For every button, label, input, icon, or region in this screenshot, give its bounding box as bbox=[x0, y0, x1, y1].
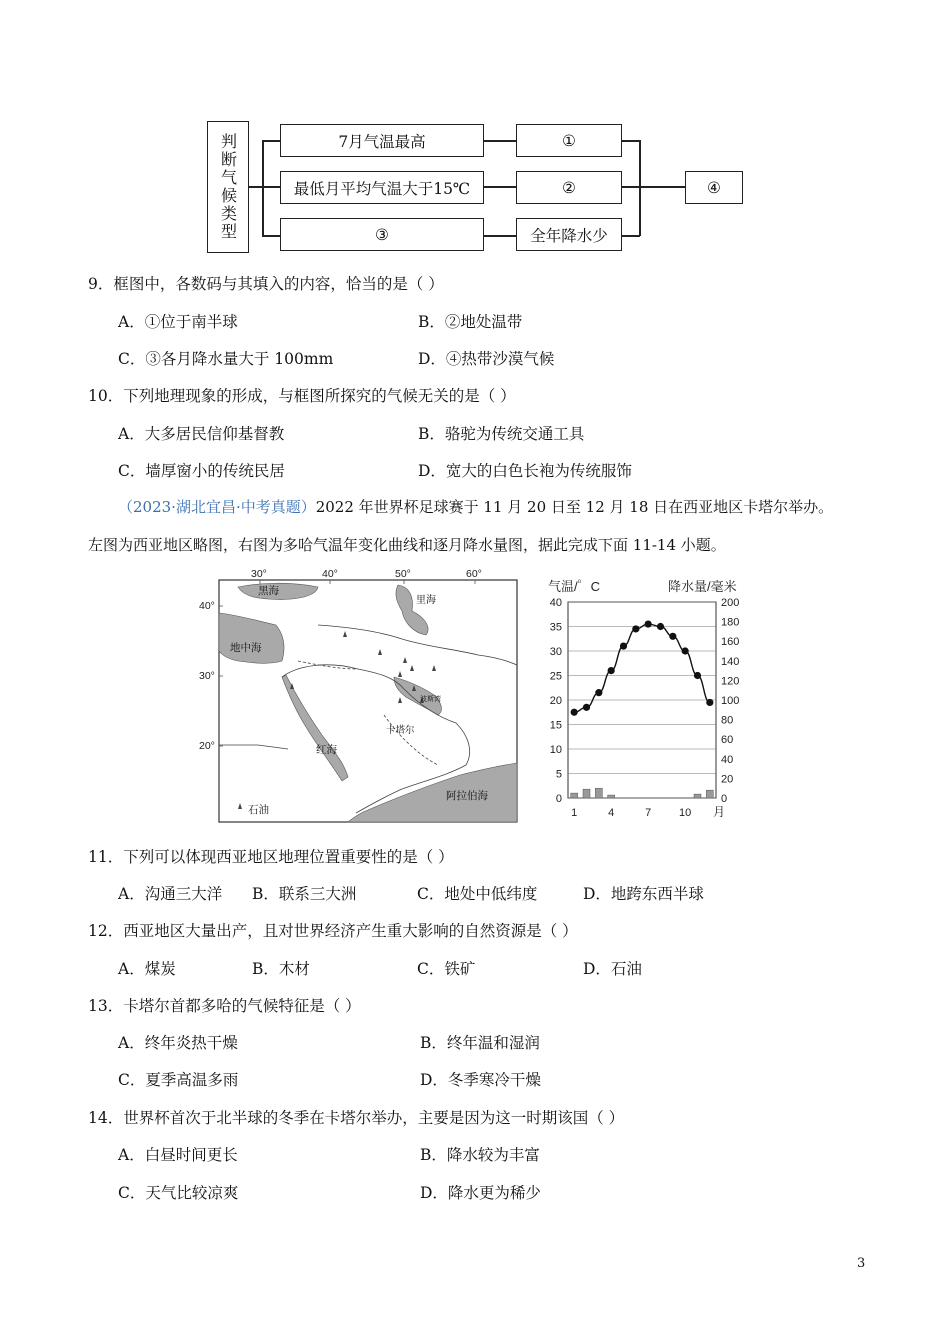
chart-ylabel-right: 降水量/毫米 bbox=[668, 579, 737, 594]
question-12-option-b: B．木材 bbox=[252, 960, 310, 978]
passage-line-1: （2023·湖北宜昌·中考真题）2022 年世界杯足球赛于 11 月 20 日至 12 月 18 日在西亚地区卡塔尔举办。 bbox=[118, 498, 834, 516]
right-tick-label: 160 bbox=[721, 636, 740, 649]
flowchart-box-mid1: ① bbox=[516, 124, 622, 157]
right-tick-label: 40 bbox=[721, 753, 734, 766]
question-10-stem: 10．下列地理现象的形成，与框图所探究的气候无关的是（ ） bbox=[88, 387, 516, 405]
question-9-option-d: D．④热带沙漠气候 bbox=[418, 350, 555, 368]
label-persian-gulf: 波斯湾 bbox=[420, 696, 441, 703]
temperature-point bbox=[583, 704, 590, 711]
left-tick-label: 25 bbox=[549, 670, 562, 683]
temperature-point bbox=[632, 625, 639, 632]
question-11-option-b: B．联系三大洲 bbox=[252, 885, 357, 903]
flowchart-box-mid3: 全年降水少 bbox=[516, 218, 622, 251]
chart-xlabel: 月 bbox=[713, 805, 726, 819]
question-9-option-c: C．③各月降水量大于 100mm bbox=[118, 350, 334, 368]
left-tick-label: 35 bbox=[549, 621, 562, 634]
x-tick-label: 7 bbox=[645, 807, 652, 819]
question-14-option-d: D．降水更为稀少 bbox=[420, 1184, 541, 1202]
precipitation-bar bbox=[571, 793, 578, 798]
label-arabian-sea: 阿拉伯海 bbox=[446, 790, 488, 802]
temperature-point bbox=[706, 699, 713, 706]
question-10-option-a: A．大多居民信仰基督教 bbox=[118, 425, 285, 443]
question-14-stem: 14．世界杯首次于北半球的冬季在卡塔尔举办，主要是因为这一时期该国（ ） bbox=[88, 1109, 625, 1127]
question-13-option-b: B．终年温和湿润 bbox=[420, 1034, 540, 1052]
temperature-point bbox=[645, 620, 652, 627]
temperature-point bbox=[608, 667, 615, 674]
precipitation-bar bbox=[694, 794, 701, 798]
question-9-stem: 9．框图中，各数码与其填入的内容，恰当的是（ ） bbox=[88, 275, 444, 293]
left-tick-label: 5 bbox=[555, 768, 562, 781]
question-10-option-c: C．墙厚窗小的传统民居 bbox=[118, 462, 285, 480]
lon-label-50: 50° bbox=[395, 568, 411, 580]
question-10-option-d: D．宽大的白色长袍为传统服饰 bbox=[418, 462, 632, 480]
right-tick-label: 140 bbox=[721, 655, 740, 668]
question-12-stem: 12．西亚地区大量出产，且对世界经济产生重大影响的自然资源是（ ） bbox=[88, 922, 578, 940]
temperature-point bbox=[571, 709, 578, 716]
right-tick-label: 20 bbox=[721, 773, 734, 786]
flowchart-left-label: 判断气候类型 bbox=[218, 133, 238, 241]
label-qatar: 卡塔尔 bbox=[386, 725, 415, 736]
x-tick-label: 4 bbox=[608, 807, 615, 819]
flowchart-box-final: ④ bbox=[685, 171, 743, 204]
flowchart-box-row1: 7月气温最高 bbox=[280, 124, 484, 157]
right-tick-label: 60 bbox=[721, 734, 734, 747]
label-red-sea: 红海 bbox=[316, 744, 337, 756]
map-lat-labels bbox=[199, 600, 215, 752]
temperature-line bbox=[574, 624, 710, 712]
flowchart-box-row2: 最低月平均气温大于15℃ bbox=[280, 171, 484, 204]
label-black-sea: 黑海 bbox=[258, 585, 279, 597]
flowchart-box-row3: ③ bbox=[280, 218, 484, 251]
temperature-point bbox=[669, 633, 676, 640]
question-13-option-c: C．夏季高温多雨 bbox=[118, 1071, 239, 1089]
lon-label-30: 30° bbox=[251, 568, 267, 580]
left-tick-label: 15 bbox=[549, 719, 562, 732]
flowchart-box-mid2: ② bbox=[516, 171, 622, 204]
temperature-point bbox=[620, 643, 627, 650]
question-9-option-b: B．②地处温带 bbox=[418, 313, 523, 331]
question-11-option-d: D．地跨东西半球 bbox=[583, 885, 704, 903]
temperature-point bbox=[657, 623, 664, 630]
x-tick-label: 1 bbox=[571, 807, 578, 819]
question-11-stem: 11．下列可以体现西亚地区地理位置重要性的是（ ） bbox=[88, 848, 454, 866]
flowchart-left-label-box bbox=[207, 121, 249, 253]
temperature-point bbox=[682, 647, 689, 654]
temperature-point bbox=[694, 672, 701, 679]
label-caspian-sea: 里海 bbox=[416, 595, 436, 606]
chart-ylabel-left: 气温/゜C bbox=[548, 579, 601, 594]
legend-oil: 石油 bbox=[248, 804, 269, 816]
lon-label-40: 40° bbox=[322, 568, 338, 580]
west-asia-map bbox=[198, 565, 520, 825]
climate-chart bbox=[540, 568, 750, 824]
precipitation-bar bbox=[706, 790, 713, 798]
passage-source: （2023·湖北宜昌·中考真题） bbox=[118, 498, 316, 516]
question-13-option-a: A．终年炎热干燥 bbox=[118, 1034, 238, 1052]
question-9-option-a: A．①位于南半球 bbox=[118, 313, 238, 331]
question-14-option-b: B．降水较为丰富 bbox=[420, 1146, 540, 1164]
right-tick-label: 180 bbox=[721, 616, 740, 629]
left-tick-label: 0 bbox=[555, 793, 562, 805]
question-13-option-d: D．冬季寒冷干燥 bbox=[420, 1071, 541, 1089]
precipitation-bar bbox=[608, 795, 615, 798]
question-12-option-a: A．煤炭 bbox=[118, 960, 176, 978]
lat-label-40: 40° bbox=[199, 600, 215, 612]
question-11-option-c: C．地处中低纬度 bbox=[417, 885, 538, 903]
lat-label-30: 30° bbox=[199, 670, 215, 682]
map-lon-labels bbox=[251, 568, 482, 580]
question-14-option-a: A．白昼时间更长 bbox=[118, 1146, 238, 1164]
question-14-option-c: C．天气比较凉爽 bbox=[118, 1184, 239, 1202]
page-number: 3 bbox=[857, 1256, 866, 1271]
question-11-option-a: A．沟通三大洋 bbox=[118, 885, 223, 903]
x-tick-label: 10 bbox=[679, 807, 692, 819]
left-tick-label: 10 bbox=[549, 744, 562, 756]
precipitation-bar bbox=[595, 788, 602, 798]
lat-label-20: 20° bbox=[199, 740, 215, 752]
question-10-option-b: B．骆驼为传统交通工具 bbox=[418, 425, 585, 443]
lon-label-60: 60° bbox=[466, 568, 482, 580]
left-tick-label: 20 bbox=[549, 695, 562, 707]
question-12-option-c: C．铁矿 bbox=[417, 960, 476, 978]
label-mediterranean: 地中海 bbox=[230, 642, 262, 654]
right-tick-label: 80 bbox=[721, 714, 734, 727]
right-tick-label: 0 bbox=[721, 793, 728, 805]
question-12-option-d: D．石油 bbox=[583, 960, 642, 978]
right-tick-label: 120 bbox=[721, 675, 740, 688]
left-tick-label: 40 bbox=[549, 597, 562, 609]
left-tick-label: 30 bbox=[549, 646, 562, 658]
passage-line-2: 左图为西亚地区略图，右图为多哈气温年变化曲线和逐月降水量图，据此完成下面 11-14 小题。 bbox=[88, 536, 726, 554]
right-tick-label: 200 bbox=[721, 597, 740, 609]
temperature-point bbox=[595, 689, 602, 696]
question-13-stem: 13．卡塔尔首都多哈的气候特征是（ ） bbox=[88, 997, 361, 1015]
right-tick-label: 100 bbox=[721, 695, 740, 707]
precipitation-bar bbox=[583, 789, 590, 798]
